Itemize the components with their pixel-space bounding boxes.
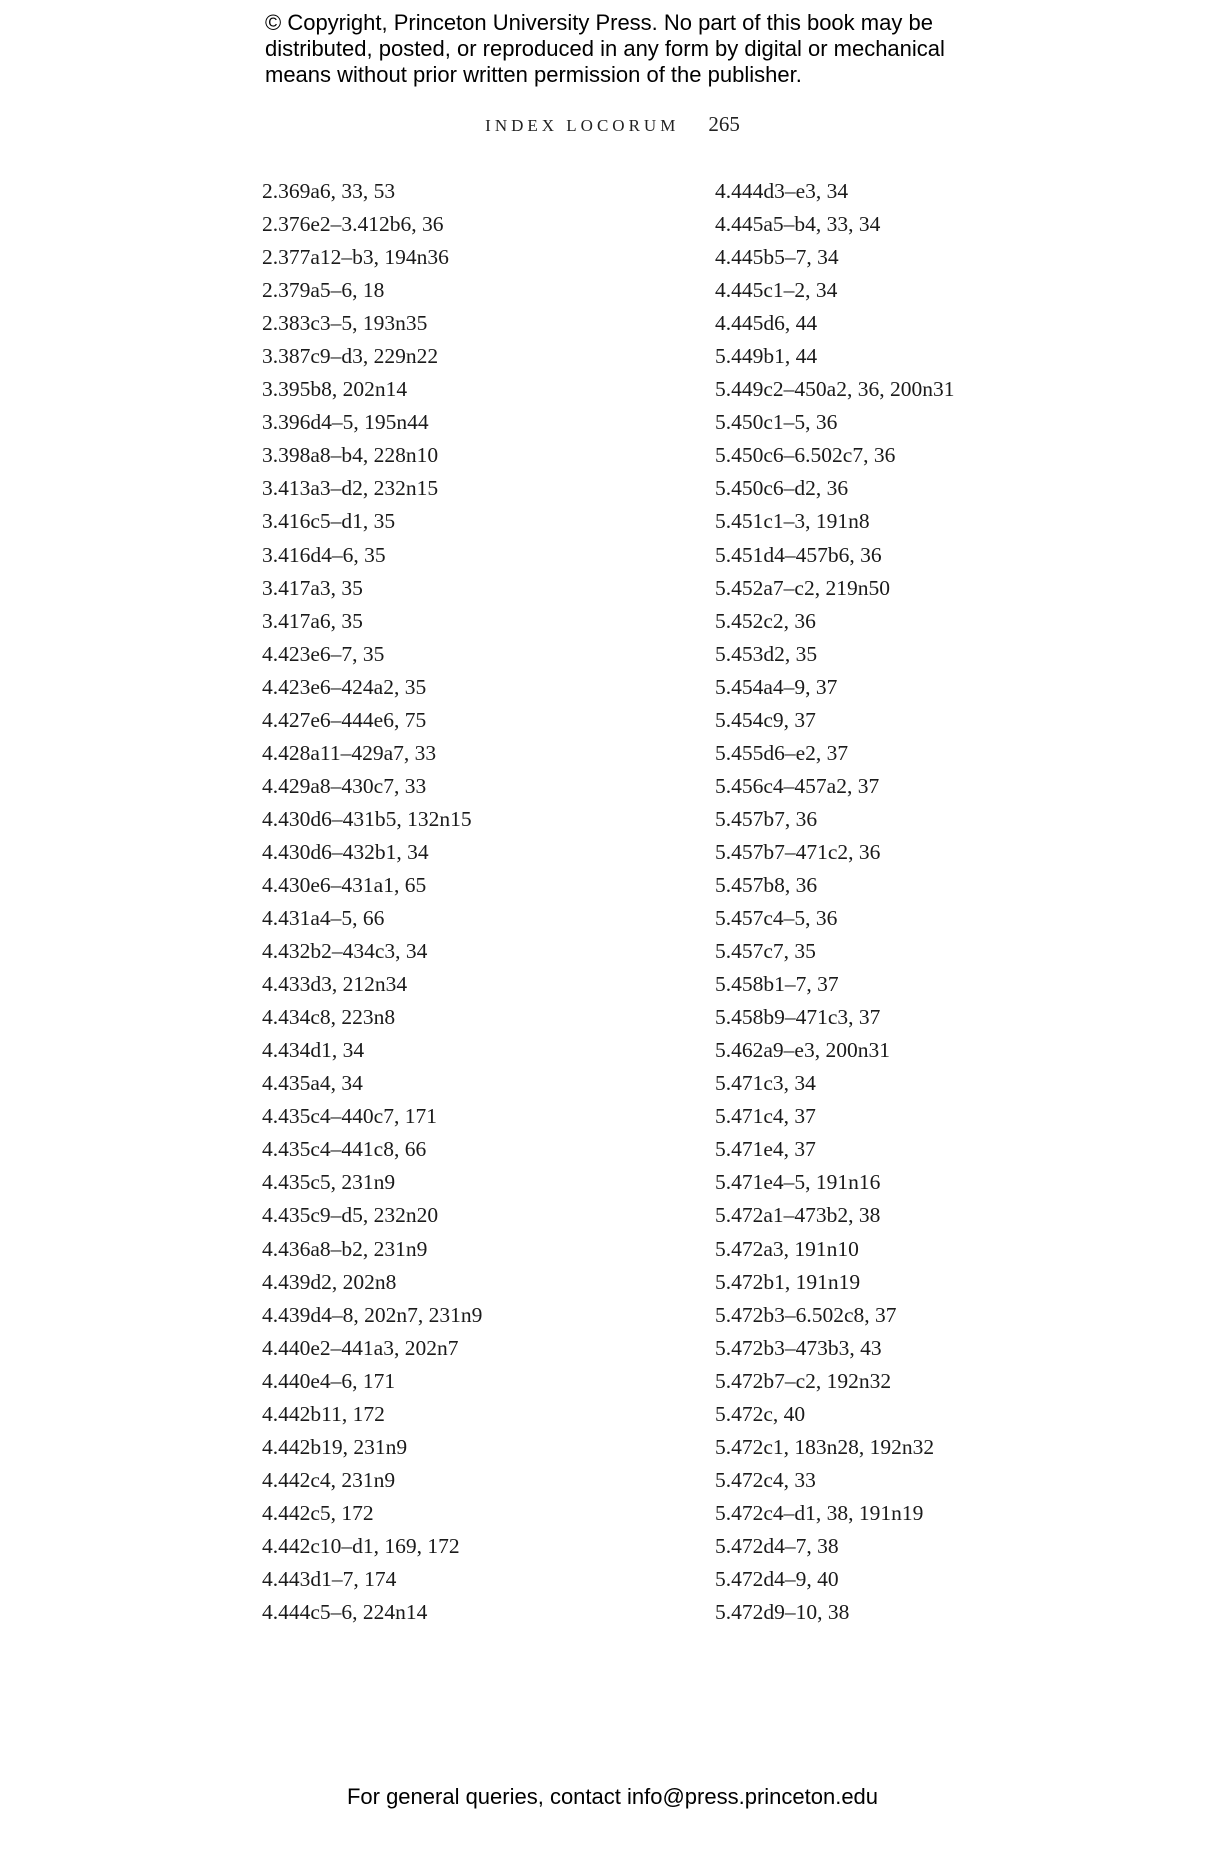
index-entry: 5.462a9–e3, 200n31 bbox=[715, 1038, 890, 1063]
index-entry: 4.445c1–2, 34 bbox=[715, 278, 838, 303]
index-entry: 5.471e4, 37 bbox=[715, 1137, 816, 1162]
index-entry: 3.416c5–d1, 35 bbox=[262, 509, 396, 534]
index-entry: 5.472b1, 191n19 bbox=[715, 1269, 861, 1294]
copyright-line: means without prior written permission of the publisher. bbox=[265, 62, 802, 87]
index-entry: 4.435c4–441c8, 66 bbox=[262, 1137, 427, 1162]
index-entry: 5.450c6–6.502c7, 36 bbox=[715, 443, 896, 468]
index-entry: 5.451d4–457b6, 36 bbox=[715, 542, 882, 567]
index-entry: 5.453d2, 35 bbox=[715, 641, 818, 666]
index-entry: 4.442b19, 231n9 bbox=[262, 1434, 408, 1459]
index-entry: 4.430d6–432b1, 34 bbox=[262, 839, 429, 864]
index-column-right bbox=[715, 175, 954, 1629]
index-entry: 4.433d3, 212n34 bbox=[262, 972, 408, 997]
index-entry: 5.458b9–471c3, 37 bbox=[715, 1005, 881, 1030]
index-entry: 5.450c6–d2, 36 bbox=[715, 476, 849, 501]
index-entry: 5.449c2–450a2, 36, 200n31 bbox=[715, 377, 955, 402]
index-entry: 2.369a6, 33, 53 bbox=[262, 179, 396, 203]
index-entry: 5.457b7–471c2, 36 bbox=[715, 839, 881, 864]
running-head bbox=[0, 112, 1225, 137]
index-entry: 4.435a4, 34 bbox=[262, 1071, 363, 1096]
index-entry: 5.472d4–7, 38 bbox=[715, 1533, 839, 1558]
index-entry: 4.423e6–424a2, 35 bbox=[262, 674, 427, 699]
index-entry: 5.457b8, 36 bbox=[715, 872, 818, 897]
index-entry: 5.457b7, 36 bbox=[715, 806, 818, 831]
index-entry: 4.442c10–d1, 169, 172 bbox=[262, 1533, 460, 1558]
index-entry: 3.387c9–d3, 229n22 bbox=[262, 344, 439, 369]
index-entry: 5.472c4–d1, 38, 191n19 bbox=[715, 1500, 924, 1525]
index-entry: 4.435c9–d5, 232n20 bbox=[262, 1203, 439, 1228]
index-entry: 4.444c5–6, 224n14 bbox=[262, 1600, 428, 1625]
index-entry: 4.430d6–431b5, 132n15 bbox=[262, 806, 472, 831]
index-entry: 3.416d4–6, 35 bbox=[262, 542, 386, 567]
index-entry: 4.442b11, 172 bbox=[262, 1401, 385, 1426]
index-entry: 5.472b3–473b3, 43 bbox=[715, 1335, 882, 1360]
index-entry: 2.383c3–5, 193n35 bbox=[262, 311, 428, 336]
index-entry: 5.472d4–9, 40 bbox=[715, 1566, 839, 1591]
index-entry: 4.445b5–7, 34 bbox=[715, 245, 839, 270]
index-entry: 5.472b7–c2, 192n32 bbox=[715, 1368, 892, 1393]
index-entry: 4.432b2–434c3, 34 bbox=[262, 939, 428, 964]
index-entry: 4.440e4–6, 171 bbox=[262, 1368, 396, 1393]
index-entry: 5.449b1, 44 bbox=[715, 344, 818, 369]
running-head-title: INDEX LOCORUM bbox=[485, 116, 680, 135]
index-entry: 4.435c4–440c7, 171 bbox=[262, 1104, 437, 1129]
index-entry: 5.452a7–c2, 219n50 bbox=[715, 575, 890, 600]
index-entry: 3.396d4–5, 195n44 bbox=[262, 410, 429, 435]
index-entry: 5.454a4–9, 37 bbox=[715, 674, 838, 699]
index-entry: 5.472d9–10, 38 bbox=[715, 1600, 850, 1625]
index-column-left bbox=[262, 175, 482, 1629]
index-entry: 5.457c4–5, 36 bbox=[715, 906, 838, 931]
index-entry: 3.398a8–b4, 228n10 bbox=[262, 443, 439, 468]
index-entry: 4.444d3–e3, 34 bbox=[715, 179, 849, 203]
index-entry: 4.434c8, 223n8 bbox=[262, 1005, 396, 1030]
index-entry: 4.439d2, 202n8 bbox=[262, 1269, 397, 1294]
index-entry: 5.472a3, 191n10 bbox=[715, 1236, 859, 1261]
index-entry: 5.472b3–6.502c8, 37 bbox=[715, 1302, 897, 1327]
index-entry: 5.472c1, 183n28, 192n32 bbox=[715, 1434, 935, 1459]
index-entry: 5.471e4–5, 191n16 bbox=[715, 1170, 881, 1195]
copyright-notice bbox=[265, 10, 1025, 88]
index-entry: 5.454c9, 37 bbox=[715, 707, 816, 732]
index-entry: 4.430e6–431a1, 65 bbox=[262, 872, 427, 897]
index-entry: 5.471c4, 37 bbox=[715, 1104, 816, 1129]
index-entry: 5.458b1–7, 37 bbox=[715, 972, 839, 997]
page-number: 265 bbox=[708, 112, 740, 136]
index-entry: 4.445d6, 44 bbox=[715, 311, 818, 336]
index-entry: 4.429a8–430c7, 33 bbox=[262, 773, 427, 798]
index-entry: 4.434d1, 34 bbox=[262, 1038, 365, 1063]
index-entry: 5.471c3, 34 bbox=[715, 1071, 816, 1096]
index-entry: 5.450c1–5, 36 bbox=[715, 410, 838, 435]
index-entry: 5.457c7, 35 bbox=[715, 939, 816, 964]
index-entry: 2.379a5–6, 18 bbox=[262, 278, 385, 303]
index-entry: 4.428a11–429a7, 33 bbox=[262, 740, 437, 765]
footer-contact: For general queries, contact info@press.princeton.edu bbox=[346, 1784, 879, 1809]
index-entry: 5.472a1–473b2, 38 bbox=[715, 1203, 881, 1228]
index-entry: 3.417a6, 35 bbox=[262, 608, 363, 633]
index-entry: 5.472c4, 33 bbox=[715, 1467, 816, 1492]
index-entry: 2.377a12–b3, 194n36 bbox=[262, 245, 449, 270]
index-entry: 2.376e2–3.412b6, 36 bbox=[262, 212, 444, 237]
index-entry: 3.395b8, 202n14 bbox=[262, 377, 408, 402]
index-entry: 5.455d6–e2, 37 bbox=[715, 740, 849, 765]
index-entry: 3.413a3–d2, 232n15 bbox=[262, 476, 439, 501]
index-entry: 4.442c4, 231n9 bbox=[262, 1467, 396, 1492]
copyright-line: © Copyright, Princeton University Press. No part of this book may be bbox=[265, 10, 933, 35]
index-entry: 4.431a4–5, 66 bbox=[262, 906, 385, 931]
copyright-line: distributed, posted, or reproduced in any form by digital or mechanical bbox=[265, 36, 945, 61]
index-entry: 4.439d4–8, 202n7, 231n9 bbox=[262, 1302, 483, 1327]
index-entry: 4.440e2–441a3, 202n7 bbox=[262, 1335, 459, 1360]
index-entry: 4.442c5, 172 bbox=[262, 1500, 374, 1525]
index-entry: 4.443d1–7, 174 bbox=[262, 1566, 397, 1591]
index-entry: 4.427e6–444e6, 75 bbox=[262, 707, 427, 732]
index-entry: 5.472c, 40 bbox=[715, 1401, 806, 1426]
index-entry: 3.417a3, 35 bbox=[262, 575, 363, 600]
index-entry: 5.456c4–457a2, 37 bbox=[715, 773, 880, 798]
index-entry: 5.452c2, 36 bbox=[715, 608, 816, 633]
index-entry: 4.423e6–7, 35 bbox=[262, 641, 385, 666]
index-entry: 4.445a5–b4, 33, 34 bbox=[715, 212, 881, 237]
index-entry: 4.435c5, 231n9 bbox=[262, 1170, 396, 1195]
index-entry: 4.436a8–b2, 231n9 bbox=[262, 1236, 428, 1261]
index-entry: 5.451c1–3, 191n8 bbox=[715, 509, 870, 534]
